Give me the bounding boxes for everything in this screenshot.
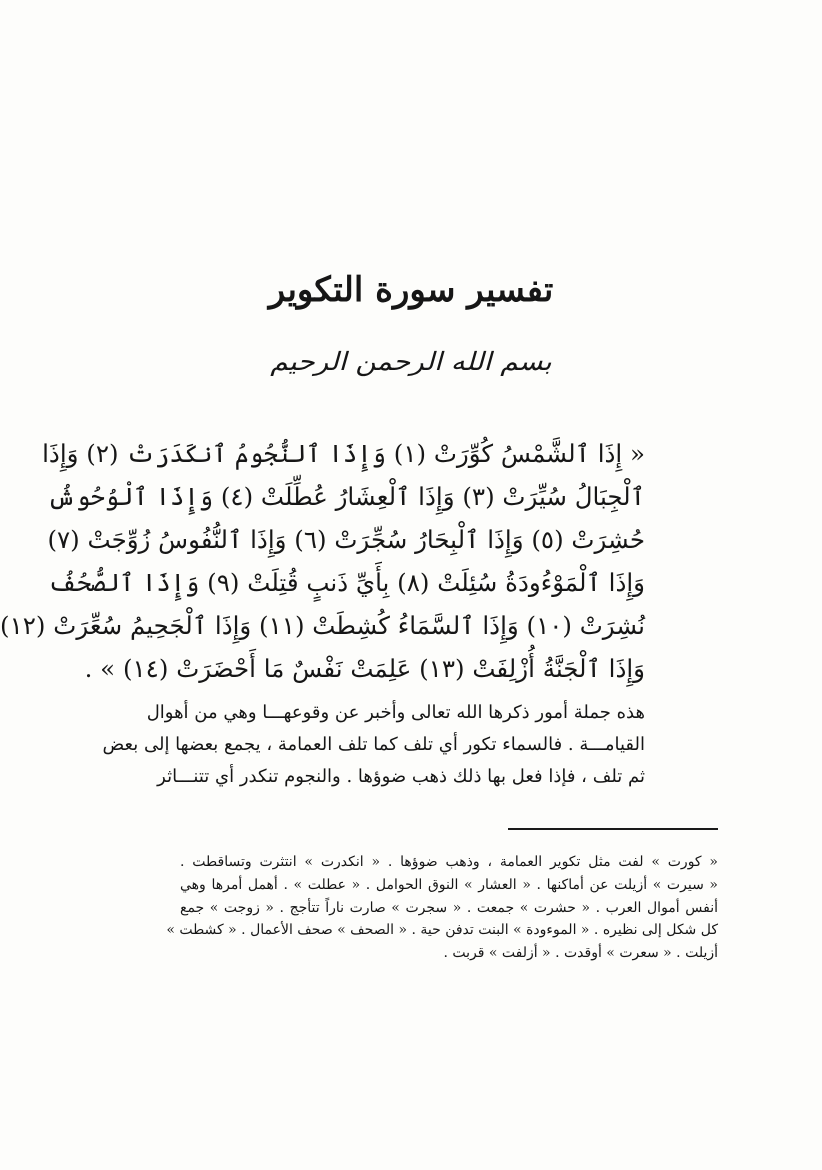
footnote-line: كل شكل إلى نظيره . « الموءودة » البنت تدفن حية . « الصحف » صحف الأعمال . « كشطت » <box>166 922 718 939</box>
footnote-line: « سيرت » أزيلت عن أماكنها . « العشار » النوق الحوامل . « عطلت » . أهمل أمرها وهي <box>180 876 718 893</box>
footnote-divider <box>508 828 718 830</box>
quran-verses <box>0 432 645 690</box>
footnote-line: « كورت » لفت مثل تكوير العمامة ، وذهب ضوؤها . « انكدرت » انتثرت وتساقطت . <box>180 854 718 870</box>
verse-line: حُشِرَتْ (٥) وَإِذَا ٱلْبِحَارُ سُجِّرَتْ (٦) وَإِذَا ٱلنُّفُوسُ زُوِّجَتْ (٧) <box>47 525 645 554</box>
verse-line: ٱلْجِبَالُ سُيِّرَتْ (٣) وَإِذَا ٱلْعِشَارُ عُطِّلَتْ (٤) وَإِذَا ٱلْوُحُوشُ <box>47 482 645 511</box>
footnote-line: أزيلت . « سعرت » أوقدت . « أزلفت » قربت . <box>443 945 718 962</box>
verse-line: نُشِرَتْ (١٠) وَإِذَا ٱلسَّمَاءُ كُشِطَتْ (١١) وَإِذَا ٱلْجَحِيمُ سُعِّرَتْ (١٢) <box>0 611 645 640</box>
footnote-line: أنفس أموال العرب . « حشرت » جمعت . « سجرت » صارت ناراً تتأجج . « زوجت » جمع <box>180 899 718 916</box>
verse-line: وَإِذَا ٱلْجَنَّةُ أُزْلِفَتْ (١٣) عَلِمَتْ نَفْسٌ مَا أَحْضَرَتْ (١٤) » . <box>84 654 645 683</box>
commentary-line: ثم تلف ، فإذا فعل بها ذلك ذهب ضوؤها . والنجوم تنكدر أي تتنـــاثر <box>157 766 645 787</box>
surah-title: تفسير سورة التكوير <box>268 270 554 310</box>
footnotes <box>166 851 718 965</box>
commentary-paragraph <box>102 697 645 793</box>
basmala-calligraphy <box>0 345 822 378</box>
commentary-line: القيامـــة . فالسماء تكور أي تلف كما تلف العمامة ، يجمع بعضها إلى بعض <box>102 734 645 755</box>
basmala-text: بسم الله الرحمن الرحيم <box>270 346 552 377</box>
commentary-line: هذه جملة أمور ذكرها الله تعالى وأخبر عن وقوعهـــا وهي من أهوال <box>146 702 645 723</box>
verse-line: وَإِذَا ٱلْمَوْءُودَةُ سُئِلَتْ (٨) بِأَيِّ ذَنبٍ قُتِلَتْ (٩) وَإِذَا ٱلصُّحُفُ <box>48 568 645 597</box>
verse-line: « إِذَا ٱلشَّمْسُ كُوِّرَتْ (١) وَإِذَا ٱلنُّجُومُ ٱنكَدَرَتْ (٢) وَإِذَا <box>42 439 645 468</box>
